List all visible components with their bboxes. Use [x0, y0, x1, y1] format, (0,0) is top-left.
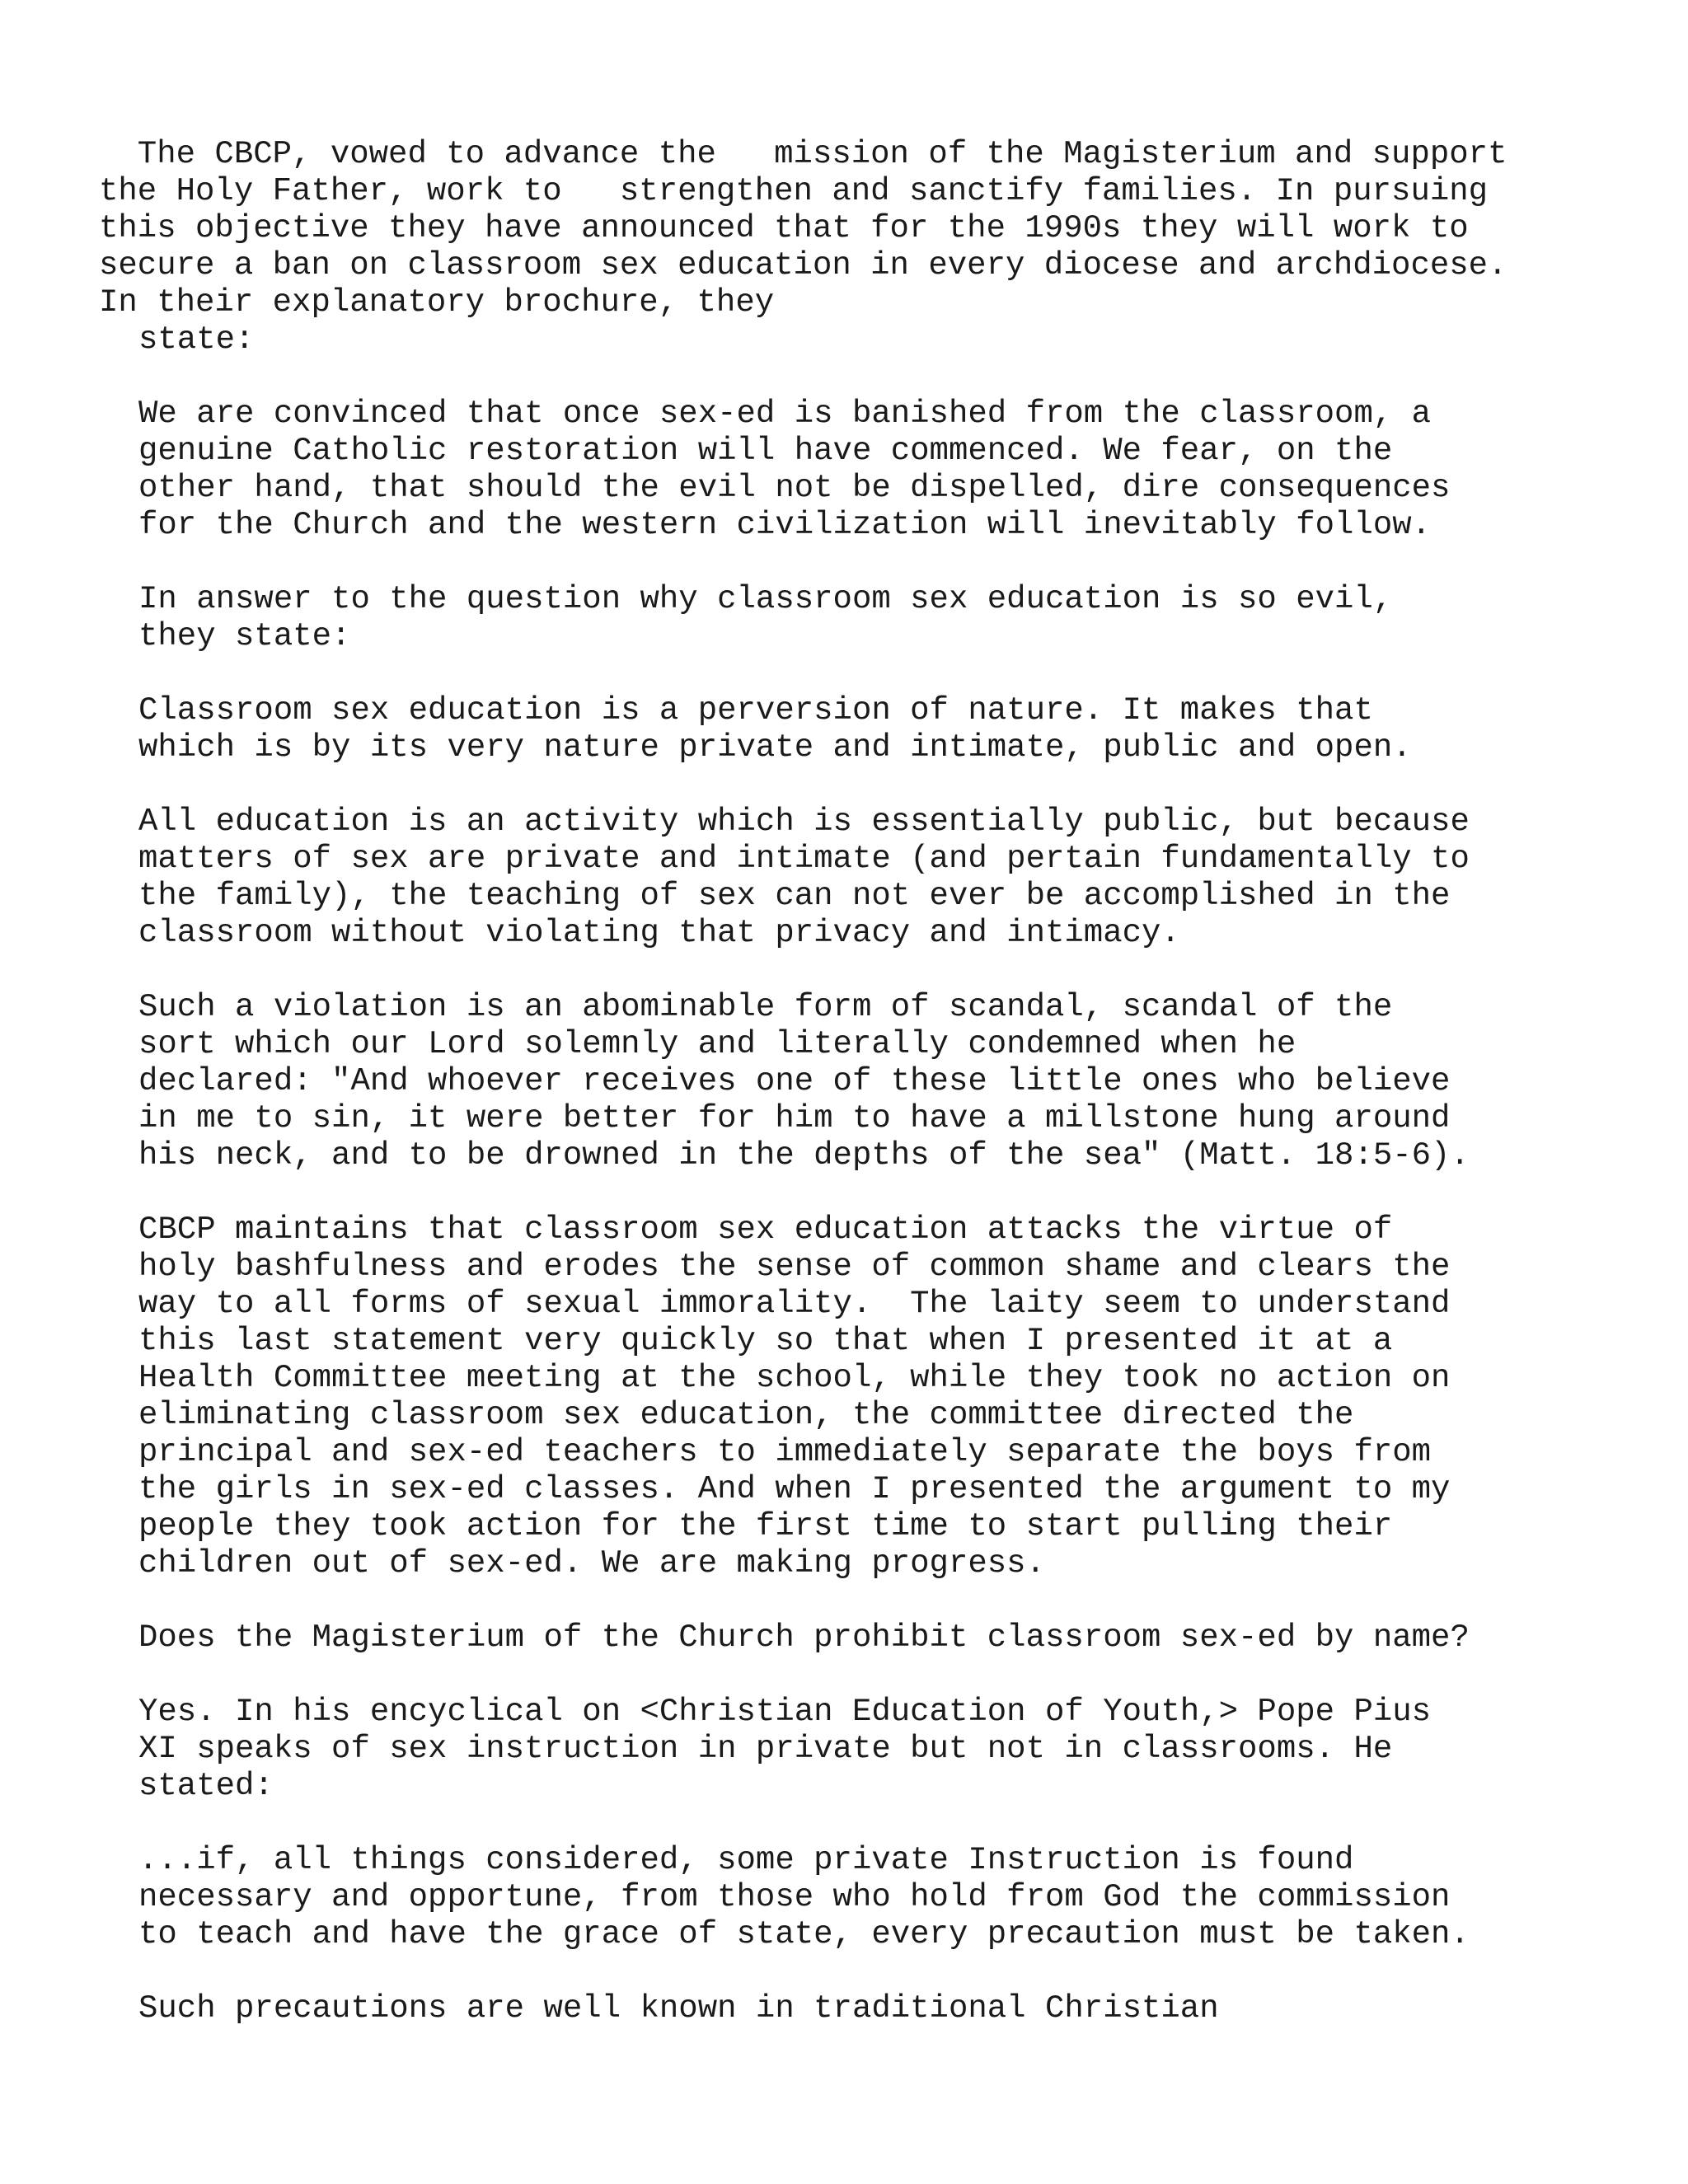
text-line: Such precautions are well known in traditional Christian	[138, 1990, 1219, 2027]
text-line: this last statement very quickly so that when I presented it at a	[138, 1323, 1393, 1359]
text-line: The CBCP, vowed to advance the mission of the Magisterium and support	[99, 136, 1507, 172]
text-line: Health Committee meeting at the school, while they took no action on	[138, 1360, 1451, 1396]
text-line: ...if, all things considered, some private Instruction is found	[138, 1842, 1354, 1878]
text-line: In their explanatory brochure, they	[99, 284, 775, 321]
text-line: secure a ban on classroom sex education in every diocese and archdiocese.	[99, 247, 1507, 284]
text-line: people they took action for the first time to start pulling their	[138, 1508, 1393, 1544]
text-line: to teach and have the grace of state, every precaution must be taken.	[138, 1916, 1470, 1952]
text-line: state:	[138, 321, 255, 358]
text-line: they state:	[138, 618, 351, 654]
text-line: this objective they have announced that for the 1990s they will work to	[99, 210, 1469, 246]
text-line: principal and sex-ed teachers to immediately separate the boys from	[138, 1434, 1432, 1470]
text-line: Such a violation is an abominable form of scandal, scandal of the	[138, 989, 1393, 1025]
text-line: in me to sin, it were better for him to have a millstone hung around	[138, 1100, 1451, 1137]
text-line: other hand, that should the evil not be dispelled, dire consequences	[138, 470, 1451, 506]
text-line: for the Church and the western civilization will inevitably follow.	[138, 507, 1432, 543]
text-line: which is by its very nature private and intimate, public and open.	[138, 729, 1412, 766]
text-line: genuine Catholic restoration will have commenced. We fear, on the	[138, 433, 1393, 469]
text-line: eliminating classroom sex education, the committee directed the	[138, 1397, 1354, 1433]
text-line: children out of sex-ed. We are making progress.	[138, 1545, 1045, 1582]
text-line: All education is an activity which is essentially public, but because	[138, 804, 1470, 840]
text-line: declared: "And whoever receives one of these little ones who believe	[138, 1063, 1451, 1099]
text-line: classroom without violating that privacy and intimacy.	[138, 915, 1180, 951]
text-line: Classroom sex education is a perversion of nature. It makes that	[138, 692, 1373, 729]
text-line: holy bashfulness and erodes the sense of common shame and clears the	[138, 1249, 1451, 1285]
text-line: the Holy Father, work to strengthen and sanctify families. In pursuing	[99, 173, 1489, 209]
text-line: Yes. In his encyclical on <Christian Education of Youth,> Pope Pius	[138, 1694, 1432, 1730]
text-line: XI speaks of sex instruction in private but not in classrooms. He	[138, 1731, 1393, 1767]
text-line: necessary and opportune, from those who hold from God the commission	[138, 1879, 1451, 1915]
text-line: way to all forms of sexual immorality. The laity seem to understand	[138, 1286, 1451, 1322]
text-line: CBCP maintains that classroom sex education attacks the virtue of	[138, 1212, 1393, 1248]
text-line: matters of sex are private and intimate (and pertain fundamentally to	[138, 841, 1470, 877]
text-line: sort which our Lord solemnly and literally condemned when he	[138, 1026, 1296, 1062]
text-line: the girls in sex-ed classes. And when I presented the argument to my	[138, 1471, 1451, 1507]
text-line: Does the Magisterium of the Church prohibit classroom sex-ed by name?	[138, 1619, 1470, 1656]
text-line: the family), the teaching of sex can not ever be accomplished in the	[138, 878, 1451, 914]
text-line: stated:	[138, 1768, 274, 1804]
text-line: his neck, and to be drowned in the depths of the sea" (Matt. 18:5-6).	[138, 1137, 1470, 1174]
text-line: In answer to the question why classroom sex education is so evil,	[138, 581, 1393, 617]
text-line: We are convinced that once sex-ed is banished from the classroom, a	[138, 396, 1432, 432]
